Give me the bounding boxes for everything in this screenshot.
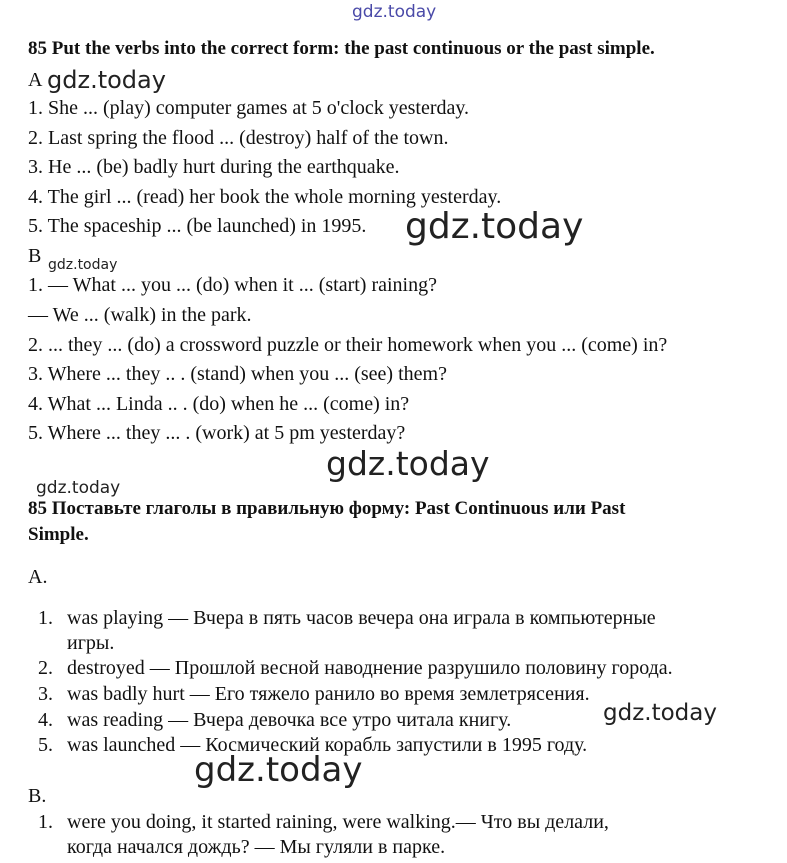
answers-title-line1: 85 Поставьте глаголы в правильную форму: Past Continuous или Past (28, 498, 626, 519)
exercise-b-item: — We ... (walk) in the park. (28, 304, 252, 326)
watermark: gdz.today (603, 700, 717, 726)
answer-text: was badly hurt — Его тяжело ранило во время землетрясения. (67, 683, 590, 705)
answer-a-item (0, 655, 787, 681)
answer-number: 1. (38, 607, 53, 629)
answer-number: 2. (38, 657, 53, 679)
answer-number: 4. (38, 709, 53, 731)
exercise-title: 85 Put the verbs into the correct form: the past continuous or the past simple. (28, 38, 655, 59)
answers-title-line2: Simple. (28, 524, 89, 545)
answer-a-item (0, 605, 787, 657)
answer-number: 1. (38, 811, 53, 833)
exercise-b-item: 3. Where ... they .. . (stand) when you ... (see) them? (28, 363, 447, 385)
exercise-b-item: 1. — What ... you ... (do) when it ... (start) raining? (28, 274, 437, 296)
watermark: gdz.today (36, 478, 121, 498)
exercise-b-item: 2. ... they ... (do) a crossword puzzle or their homework when you ... (come) in? (28, 334, 668, 356)
watermark: gdz.today (47, 66, 166, 94)
answer-a-item (0, 732, 787, 758)
watermark: gdz.today (405, 206, 584, 247)
answer-a-item (0, 707, 787, 733)
exercise-b-item: 4. What ... Linda .. . (do) when he ... (come) in? (28, 393, 410, 415)
exercise-a-item: 3. He ... (be) badly hurt during the earthquake. (28, 156, 400, 178)
answer-text-continued: когда начался дождь? — Мы гуляли в парке. (67, 836, 446, 858)
answer-text: was reading — Вчера девочка все утро читала книгу. (67, 709, 512, 731)
exercise-a-item: 2. Last spring the flood ... (destroy) half of the town. (28, 127, 449, 149)
answer-number: 3. (38, 683, 53, 705)
answer-text-continued: игры. (67, 632, 115, 654)
section-a-label: A (28, 69, 43, 91)
answer-text: was playing — Вчера в пять часов вечера она играла в компьютерные (67, 607, 656, 629)
answer-b-item (0, 809, 787, 861)
answer-text: was launched — Космический корабль запустили в 1995 году. (67, 734, 588, 756)
answer-a-item (0, 681, 787, 707)
exercise-a-item: 1. She ... (play) computer games at 5 o'clock yesterday. (28, 97, 470, 119)
answer-text: were you doing, it started raining, were walking.— Что вы делали, (67, 811, 609, 833)
section-b-label: B (28, 245, 42, 267)
watermark: gdz.today (48, 257, 118, 273)
watermark: gdz.today (326, 444, 490, 483)
exercise-a-item: 5. The spaceship ... (be launched) in 1995. (28, 215, 367, 237)
watermark: gdz.today (194, 750, 363, 790)
answers-section-b-label: B. (28, 785, 47, 807)
answer-number: 5. (38, 734, 53, 756)
exercise-a-item: 4. The girl ... (read) her book the whole morning yesterday. (28, 186, 502, 208)
answer-text: destroyed — Прошлой весной наводнение разрушило половину города. (67, 657, 673, 679)
watermark-top: gdz.today (352, 2, 437, 22)
answers-section-a-label: A. (28, 566, 48, 588)
exercise-b-item: 5. Where ... they ... . (work) at 5 pm yesterday? (28, 422, 406, 444)
